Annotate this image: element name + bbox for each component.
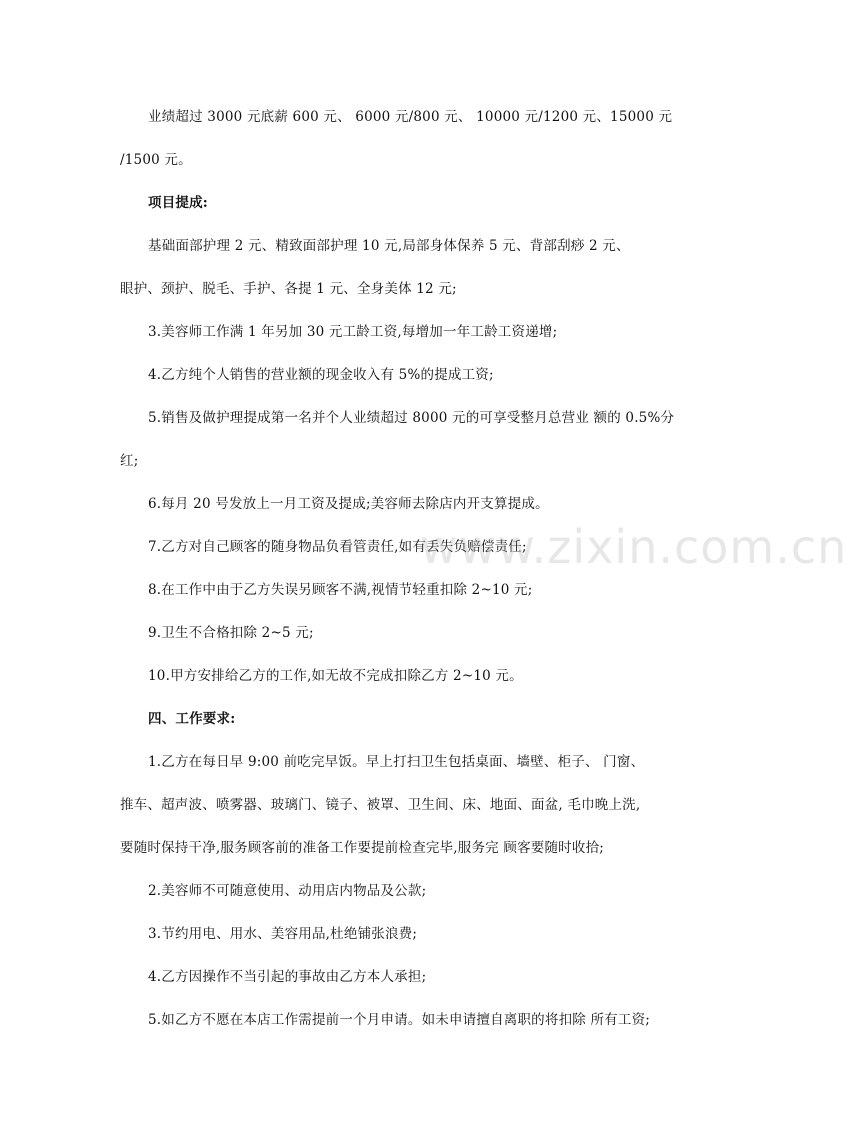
text-line-8: 5.销售及做护理提成第一名并个人业绩超过 8000 元的可享受整月总营业 额的 0.5%分 — [148, 410, 675, 426]
section-heading-work-requirements: 四、工作要求: — [148, 711, 236, 727]
text-line-6: 3.美容师工作满 1 年另加 30 元工龄工资,每增加一年工龄工资递增; — [148, 324, 558, 340]
text-line-19: 2.美容师不可随意使用、动用店内物品及公款; — [148, 883, 427, 899]
text-line-12: 8.在工作中由于乙方失误另顾客不满,视情节轻重扣除 2~10 元; — [148, 582, 533, 598]
text-line-18: 要随时保持干净,服务顾客前的准备工作要提前检查完毕,服务完 顾客要随时收拾; — [120, 840, 605, 856]
text-line-1: 业绩超过 3000 元底薪 600 元、 6000 元/800 元、 10000 元/1200 元、15000 元 — [148, 109, 673, 125]
text-line-20: 3.节约用电、用水、美容用品,杜绝铺张浪费; — [148, 926, 418, 942]
text-line-13: 9.卫生不合格扣除 2~5 元; — [148, 625, 314, 641]
text-line-5: 眼护、颈护、脱毛、手护、各提 1 元、全身美体 12 元; — [120, 281, 457, 297]
section-heading-project-commission: 项目提成: — [148, 195, 208, 211]
text-line-2: /1500 元。 — [120, 152, 192, 168]
text-line-4: 基础面部护理 2 元、精致面部护理 10 元,局部身体保养 5 元、背部刮痧 2 元、 — [148, 238, 630, 254]
watermark: www.zixin.com.cn — [420, 520, 847, 574]
text-line-22: 5.如乙方不愿在本店工作需提前一个月申请。如未申请擅自离职的将扣除 所有工资; — [148, 1012, 651, 1028]
text-line-10: 6.每月 20 号发放上一月工资及提成;美容师去除店内开支算提成。 — [148, 496, 549, 512]
text-line-16: 1.乙方在每日早 9:00 前吃完早饭。早上打扫卫生包括桌面、墙壁、柜子、 门窗、 — [148, 754, 645, 770]
text-line-14: 10.甲方安排给乙方的工作,如无故不完成扣除乙方 2~10 元。 — [148, 668, 523, 684]
text-line-11: 7.乙方对自己顾客的随身物品负看管责任,如有丢失负赔偿责任; — [148, 539, 527, 555]
text-line-7: 4.乙方纯个人销售的营业额的现金收入有 5%的提成工资; — [148, 367, 494, 383]
text-line-17: 推车、超声波、喷雾器、玻璃门、镜子、被罩、卫生间、床、地面、面盆, 毛巾晚上洗, — [120, 797, 641, 813]
text-line-9: 红; — [120, 453, 139, 469]
text-line-21: 4.乙方因操作不当引起的事故由乙方本人承担; — [148, 969, 427, 985]
